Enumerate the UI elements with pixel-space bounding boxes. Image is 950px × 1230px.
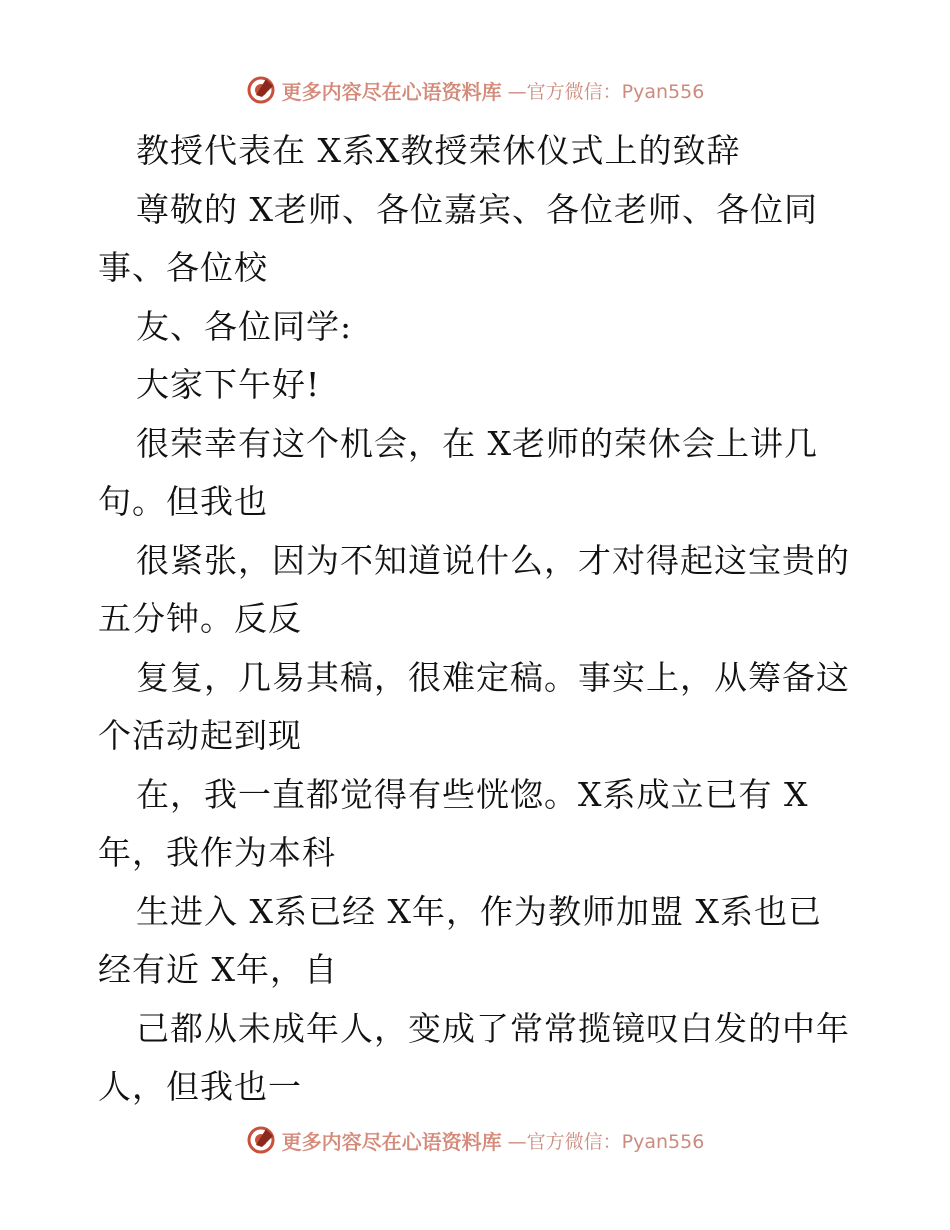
text-line: 人，但我也一: [98, 1067, 302, 1106]
text-line: 个活动起到现: [98, 716, 302, 755]
banner-text: 更多内容尽在心语资料库: [281, 79, 502, 104]
text-line: 友、各位同学:: [136, 306, 353, 346]
banner-contact: —官方微信：Pyan556: [507, 80, 705, 103]
text-line: 年，我作为本科: [98, 833, 336, 872]
text-line: 复复，几易其稿，很难定稿。事实上，从筹备这: [136, 657, 850, 697]
banner-text: 更多内容尽在心语资料库: [281, 1129, 502, 1154]
text-line: 五分钟。反反: [98, 599, 302, 638]
pen-logo-icon: [246, 75, 276, 105]
text-line: 教授代表在 X系X教授荣休仪式上的致辞: [136, 131, 741, 170]
text-line: 在，我一直都觉得有些恍惚。X系成立已有 X: [136, 774, 809, 814]
text-line: 事、各位校: [98, 248, 268, 287]
text-line: 很紧张，因为不知道说什么，才对得起这宝贵的: [136, 540, 850, 580]
pen-logo-icon: [246, 1125, 276, 1155]
document-body: [98, 122, 858, 1117]
text-line: 大家下午好!: [136, 365, 321, 404]
banner-contact: —官方微信：Pyan556: [507, 1130, 705, 1153]
text-line: 句。但我也: [98, 482, 268, 521]
header-banner: [0, 70, 950, 110]
text-line: 很荣幸有这个机会，在 X老师的荣休会上讲几: [136, 423, 818, 463]
text-line: 尊敬的 X老师、各位嘉宾、各位老师、各位同: [136, 189, 818, 229]
footer-banner: [0, 1120, 950, 1160]
text-line: 经有近 X年，自: [98, 950, 338, 989]
text-line: 己都从未成年人，变成了常常揽镜叹白发的中年: [136, 1008, 850, 1048]
text-line: 生进入 X系已经 X年，作为教师加盟 X系也已: [136, 891, 822, 931]
